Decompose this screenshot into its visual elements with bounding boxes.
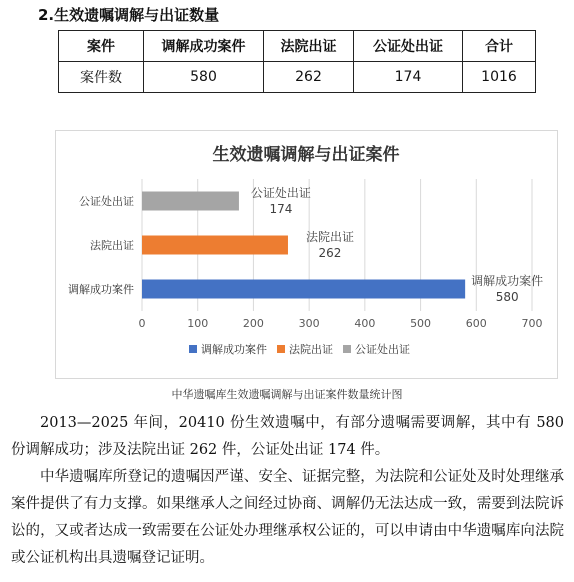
y-category-label: 调解成功案件 [68,283,134,296]
bar [142,192,239,211]
x-tick-label: 100 [187,317,209,330]
x-tick-label: 700 [521,317,543,330]
paragraph: 中华遗嘱库所登记的遗嘱因严谨、安全、证据完整，为法院和公证处及时处理继承案件提供了有力支撑。如果继承人之间经过协商、调解仍无法达成一致，需要到法院诉讼的，又或者达成一致需要在公证处办理继承权公证的，可以申请由中华遗嘱库向法院或公证机构出具遗嘱登记证明。 [11,469,564,566]
table-header-cell: 案件 [59,31,144,62]
table-header-row [59,31,536,62]
bar-chart [56,131,557,378]
legend-label: 公证处出证 [355,343,410,356]
legend-swatch [277,345,285,353]
x-tick-label: 0 [138,317,146,330]
data-label-name: 法院出证 [305,230,354,244]
table-row [59,62,536,93]
table-cell: 262 [264,62,354,93]
body-text [11,410,564,572]
legend-swatch [189,345,197,353]
table-cell: 580 [144,62,264,93]
table-header-cell: 合计 [463,31,536,62]
table-header-cell: 法院出证 [264,31,354,62]
statistics-table [58,30,536,93]
data-label-name: 调解成功案件 [471,274,544,288]
chart-caption: 中华遗嘱库生效遗嘱调解与出证案件数量统计图 [171,388,403,401]
data-label-value: 580 [495,290,519,304]
table-cell: 案件数 [59,62,144,93]
bar [142,280,465,299]
bar [142,236,288,255]
data-label-value: 174 [269,202,293,216]
data-label-name: 公证处出证 [250,186,311,200]
table-cell: 174 [354,62,463,93]
section-heading: 2.生效遗嘱调解与出证数量 [38,6,220,24]
legend-label: 法院出证 [289,343,333,356]
table-header-cell: 调解成功案件 [144,31,264,62]
y-category-label: 公证处出证 [79,195,134,208]
legend-label: 调解成功案件 [201,343,267,356]
x-tick-label: 500 [410,317,432,330]
y-category-label: 法院出证 [90,239,134,252]
x-tick-label: 600 [465,317,487,330]
paragraph: 2013—2025 年间，20410 份生效遗嘱中，有部分遗嘱需要调解，其中有 580 份调解成功；涉及法院出证 262 件，公证处出证 174 件。 [11,415,564,458]
data-label-value: 262 [318,246,342,260]
chart-title: 生效遗嘱调解与出证案件 [212,145,400,165]
x-tick-label: 300 [298,317,320,330]
x-tick-label: 200 [242,317,264,330]
table-cell: 1016 [463,62,536,93]
legend-swatch [343,345,351,353]
table-header-cell: 公证处出证 [354,31,463,62]
x-tick-label: 400 [354,317,376,330]
chart-frame [55,130,558,379]
